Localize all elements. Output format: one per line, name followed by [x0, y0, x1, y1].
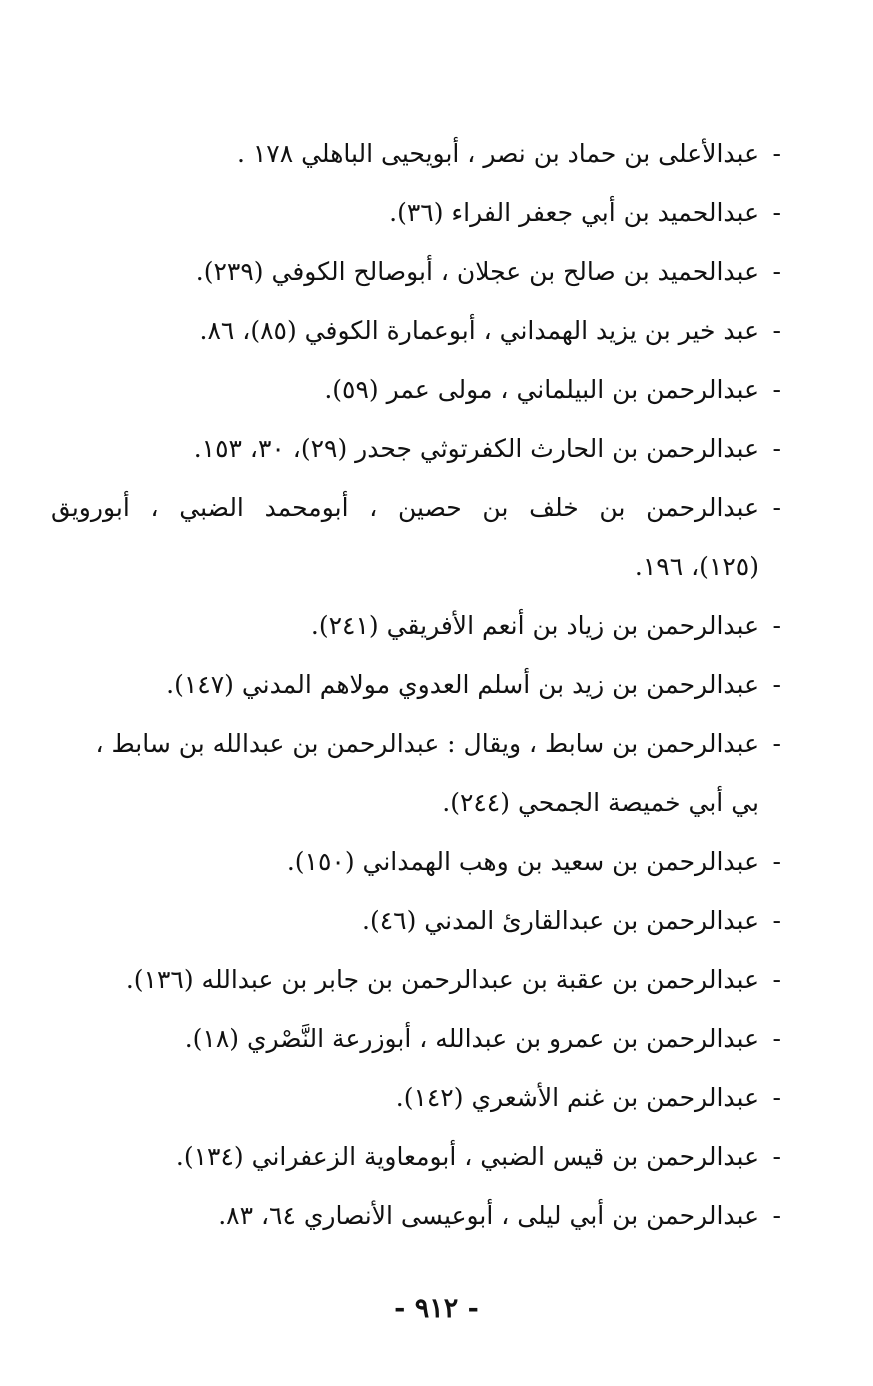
entry-dash: - — [772, 1201, 781, 1230]
entry-dash: - — [772, 906, 781, 935]
index-entry-multiline — [51, 478, 781, 596]
index-entry — [51, 124, 781, 183]
entry-dash: - — [772, 670, 781, 699]
entry-text-line1: عبدالرحمن بن خلف بن حصين ، أبومحمد الضبي ، أبورويق — [51, 493, 759, 522]
entry-dash: - — [772, 847, 781, 876]
entry-text: عبدالأعلى بن حماد بن نصر ، أبويحيى الباهلي ١٧٨ . — [236, 139, 759, 168]
page-number: - ٩١٢ - — [394, 1293, 479, 1324]
entry-text: عبدالرحمن بن غنم الأشعري (١٤٢). — [395, 1083, 759, 1112]
index-entry — [51, 832, 781, 891]
entry-dash: - — [772, 257, 781, 286]
entry-text: عبدالرحمن بن عبدالقارئ المدني (٤٦). — [362, 906, 759, 935]
entry-dash: - — [772, 493, 781, 522]
entry-dash: - — [772, 316, 781, 345]
index-entry — [51, 242, 781, 301]
entry-text: عبدالرحمن بن قيس الضبي ، أبومعاوية الزعفراني (١٣٤). — [175, 1142, 759, 1171]
entry-text: عبدالرحمن بن الحارث الكفرتوثي جحدر (٢٩)، ٣٠، ١٥٣. — [193, 434, 759, 463]
entry-text: عبدالرحمن بن زياد بن أنعم الأفريقي (٢٤١). — [310, 611, 759, 640]
entry-text: عبد خير بن يزيد الهمداني ، أبوعمارة الكوفي (٨٥)، ٨٦. — [199, 316, 759, 345]
entry-text-line2: بي أبي خميصة الجمحي (٢٤٤). — [442, 788, 759, 817]
index-entry — [51, 655, 781, 714]
entry-dash: - — [772, 375, 781, 404]
entry-dash: - — [772, 139, 781, 168]
index-entry — [51, 1009, 781, 1068]
entry-text: عبدالرحمن بن عمرو بن عبدالله ، أبوزرعة النَّصْري (١٨). — [184, 1024, 759, 1053]
entry-text-line2: (١٢٥)، ١٩٦. — [634, 552, 759, 581]
entry-dash: - — [772, 965, 781, 994]
entry-text: عبدالرحمن بن البيلماني ، مولى عمر (٥٩). — [324, 375, 759, 404]
entry-dash: - — [772, 198, 781, 227]
index-entry-multiline — [51, 714, 781, 832]
index-entry — [51, 891, 781, 950]
entry-dash: - — [772, 434, 781, 463]
index-entry — [51, 596, 781, 655]
index-entries-list — [51, 124, 781, 1245]
index-entry — [51, 419, 781, 478]
entry-text: عبدالحميد بن صالح بن عجلان ، أبوصالح الكوفي (٢٣٩). — [195, 257, 759, 286]
entry-first-line — [51, 478, 781, 537]
index-entry — [51, 1186, 781, 1245]
entry-text: عبدالرحمن بن عقبة بن عبدالرحمن بن جابر بن عبدالله (١٣٦). — [125, 965, 759, 994]
index-entry — [51, 1127, 781, 1186]
entry-text: عبدالرحمن بن زيد بن أسلم العدوي مولاهم المدني (١٤٧). — [166, 670, 759, 699]
entry-dash: - — [772, 611, 781, 640]
entry-dash: - — [772, 1142, 781, 1171]
entry-text: عبدالرحمن بن أبي ليلى ، أبوعيسى الأنصاري ٦٤، ٨٣. — [218, 1201, 759, 1230]
index-entry — [51, 301, 781, 360]
entry-text: عبدالحميد بن أبي جعفر الفراء (٣٦). — [389, 198, 759, 227]
index-entry — [51, 183, 781, 242]
entry-text: عبدالرحمن بن سعيد بن وهب الهمداني (١٥٠). — [286, 847, 759, 876]
entry-text-line1: عبدالرحمن بن سابط ، ويقال : عبدالرحمن بن عبدالله بن سابط ، — [95, 729, 759, 758]
index-entry — [51, 360, 781, 419]
index-entry — [51, 1068, 781, 1127]
entry-dash: - — [772, 1083, 781, 1112]
index-entry — [51, 950, 781, 1009]
entry-dash: - — [772, 1024, 781, 1053]
entry-dash: - — [772, 729, 781, 758]
